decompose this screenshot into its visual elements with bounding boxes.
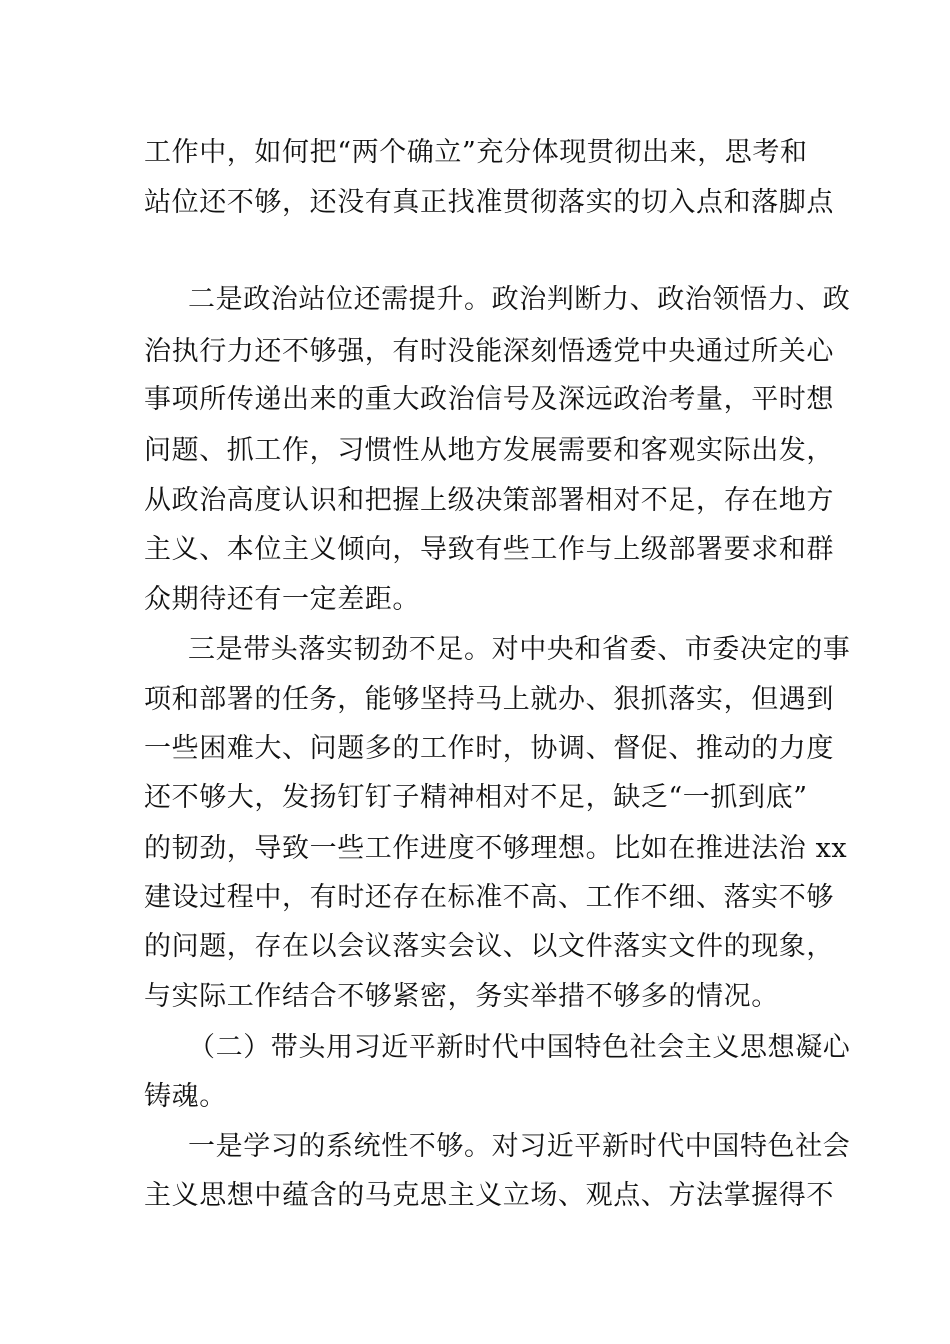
- text-line: 的问题，存在以会议落实会议、以文件落实文件的现象，: [144, 931, 834, 962]
- text-line: 众期待还有一定差距。: [144, 584, 420, 615]
- text-line: 一是学习的系统性不够。对习近平新时代中国特色社会: [188, 1131, 851, 1162]
- text-line: 还不够大，发扬钉钉子精神相对不足，缺乏“一抓到底”: [144, 782, 808, 813]
- text-line: 三是带头落实韧劲不足。对中央和省委、市委决定的事: [188, 634, 851, 665]
- text-line: 主义思想中蕴含的马克思主义立场、观点、方法掌握得不: [144, 1180, 834, 1211]
- section-heading-continuation: 铸魂。: [144, 1081, 227, 1112]
- text-line: 的韧劲，导致一些工作进度不够理想。比如在推进法治 xx: [144, 833, 848, 864]
- text-line: 治执行力还不够强，有时没能深刻悟透党中央通过所关心: [144, 336, 834, 367]
- text-line: 与实际工作结合不够紧密，务实举措不够多的情况。: [144, 981, 779, 1012]
- text-line: 一些困难大、问题多的工作时，协调、督促、推动的力度: [144, 733, 834, 764]
- text-line: 主义、本位主义倾向，导致有些工作与上级部署要求和群: [144, 534, 834, 565]
- text-line: 问题、抓工作，习惯性从地方发展需要和客观实际出发，: [144, 435, 834, 466]
- text-line: 从政治高度认识和把握上级决策部署相对不足，存在地方: [144, 485, 834, 516]
- text-line: 二是政治站位还需提升。政治判断力、政治领悟力、政: [188, 284, 851, 315]
- section-heading: （二）带头用习近平新时代中国特色社会主义思想凝心: [188, 1032, 851, 1063]
- text-line: 事项所传递出来的重大政治信号及深远政治考量，平时想: [144, 384, 834, 415]
- text-line: 工作中，如何把“两个确立”充分体现贯彻出来，思考和: [144, 137, 808, 168]
- text-line: 站位还不够，还没有真正找准贯彻落实的切入点和落脚点: [144, 187, 834, 218]
- text-line: 建设过程中，有时还存在标准不高、工作不细、落实不够: [144, 882, 834, 913]
- text-line: 项和部署的任务，能够坚持马上就办、狠抓落实，但遇到: [144, 684, 834, 715]
